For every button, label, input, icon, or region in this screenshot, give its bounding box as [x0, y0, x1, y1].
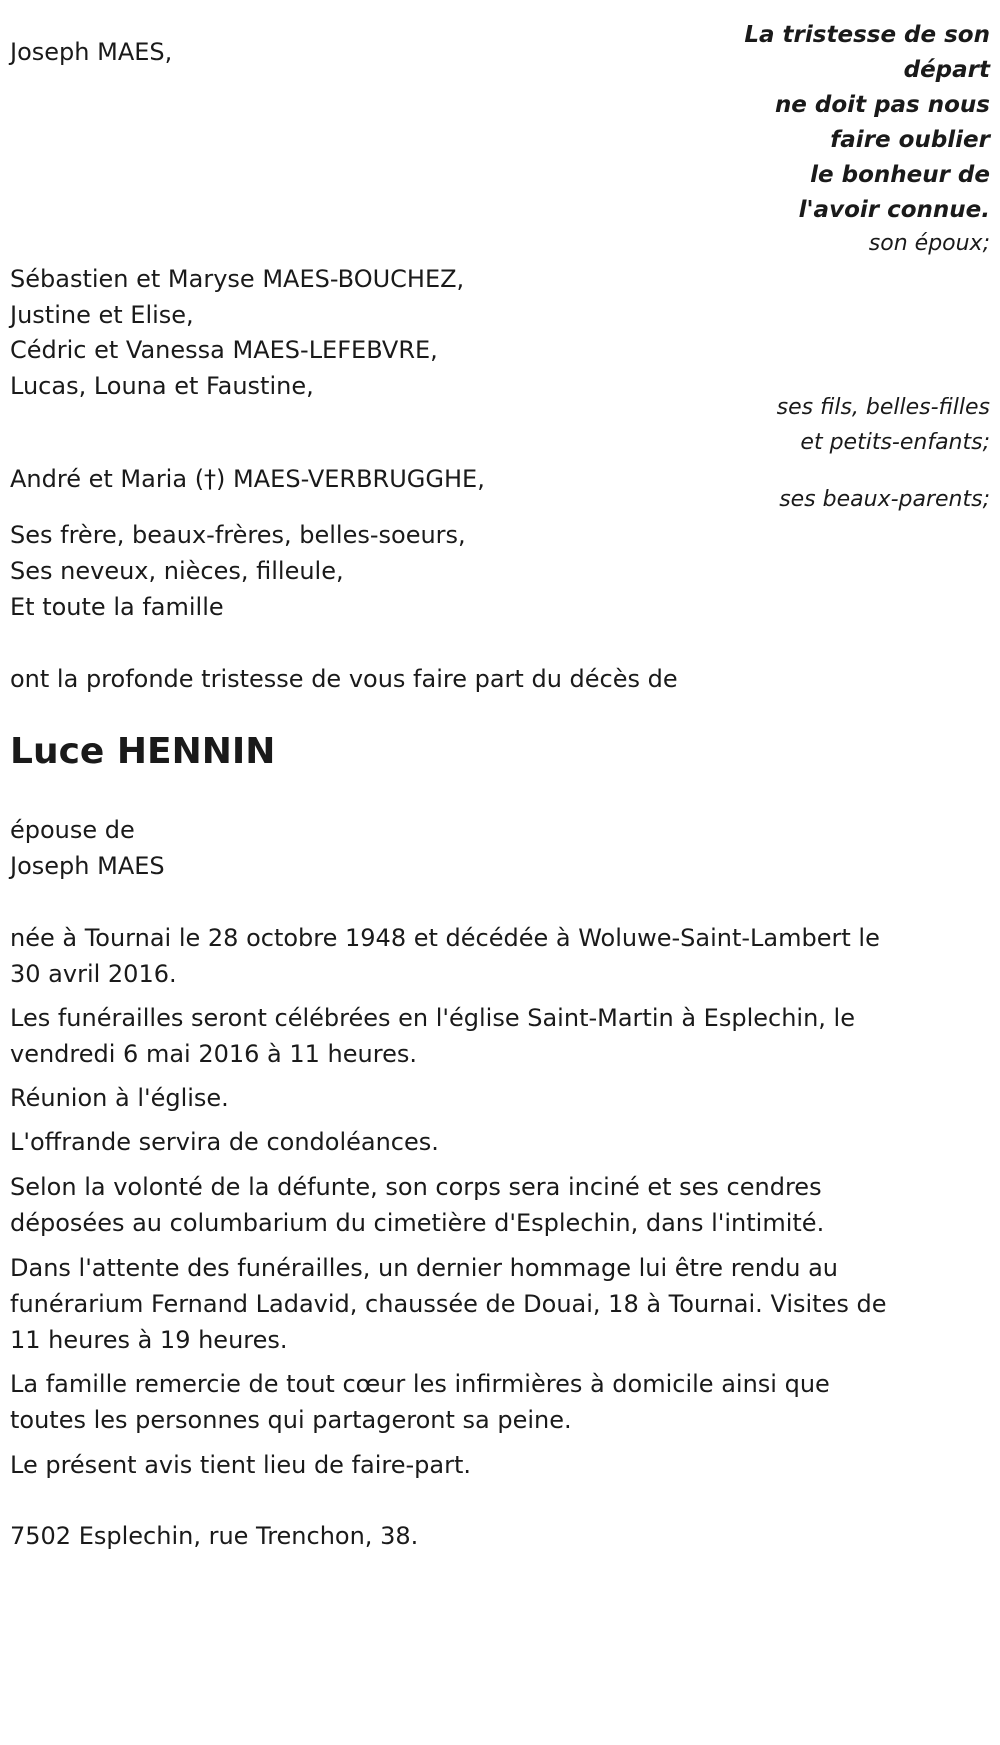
thanks-paragraph: La famille remercie de tout cœur les infirmières à domicile ainsi que toutes les personnes qui partageront sa peine. — [10, 1370, 830, 1434]
relation-line: épouse de — [10, 816, 135, 844]
family-line: Ses neveux, nièces, filleule, — [10, 557, 344, 585]
offering-paragraph: L'offrande servira de condoléances. — [10, 1128, 439, 1156]
tribute-paragraph: Dans l'attente des funérailles, un dernier hommage lui être rendu au funérarium Fernand Ladavid, chaussée de Douai, 18 à Tournai. Visites de 11 heures à 19 heures. — [10, 1254, 887, 1354]
announcement-text: ont la profonde tristesse de vous faire part du décès de — [10, 665, 678, 693]
quote-line: La tristesse de son — [744, 22, 990, 48]
quote-line: départ — [903, 57, 990, 83]
quote-line: le bonheur de — [810, 162, 990, 188]
cremation-paragraph: Selon la volonté de la défunte, son corps sera inciné et ses cendres déposées au columbarium du cimetière d'Esplechin, dans l'intimité. — [10, 1173, 825, 1237]
quote-line: ne doit pas nous — [774, 92, 990, 118]
epigraph-quote — [744, 18, 990, 228]
meeting-paragraph: Réunion à l'église. — [10, 1084, 229, 1112]
parents-in-law-role: ses beaux-parents; — [779, 487, 990, 512]
notice-paragraph: Le présent avis tient lieu de faire-part. — [10, 1451, 472, 1479]
relation-line: Joseph MAES — [10, 852, 165, 880]
deceased-name: Luce HENNIN — [10, 731, 276, 772]
funeral-paragraph: Les funérailles seront célébrées en l'église Saint-Martin à Esplechin, le vendredi 6 mai 2016 à 11 heures. — [10, 1004, 855, 1068]
family-line: Et toute la famille — [10, 593, 224, 621]
children-role-line: et petits-enfants; — [800, 430, 990, 455]
child-name: Cédric et Vanessa MAES-LEFEBVRE, — [10, 336, 438, 364]
spouse-role: son époux; — [868, 231, 990, 256]
children-role — [777, 390, 990, 460]
child-name: Lucas, Louna et Faustine, — [10, 372, 314, 400]
quote-line: l'avoir connue. — [798, 197, 990, 223]
child-name: Sébastien et Maryse MAES-BOUCHEZ, — [10, 265, 465, 293]
family-line: Ses frère, beaux-frères, belles-soeurs, — [10, 521, 466, 549]
address: 7502 Esplechin, rue Trenchon, 38. — [10, 1522, 419, 1550]
parents-in-law-name: André et Maria (†) MAES-VERBRUGGHE, — [10, 465, 485, 493]
child-name: Justine et Elise, — [10, 301, 194, 329]
children-role-line: ses fils, belles-filles — [776, 395, 990, 420]
quote-line: faire oublier — [830, 127, 990, 153]
spouse-name: Joseph MAES, — [10, 38, 173, 66]
birth-death-paragraph: née à Tournai le 28 octobre 1948 et décédée à Woluwe-Saint-Lambert le 30 avril 2016. — [10, 924, 880, 988]
